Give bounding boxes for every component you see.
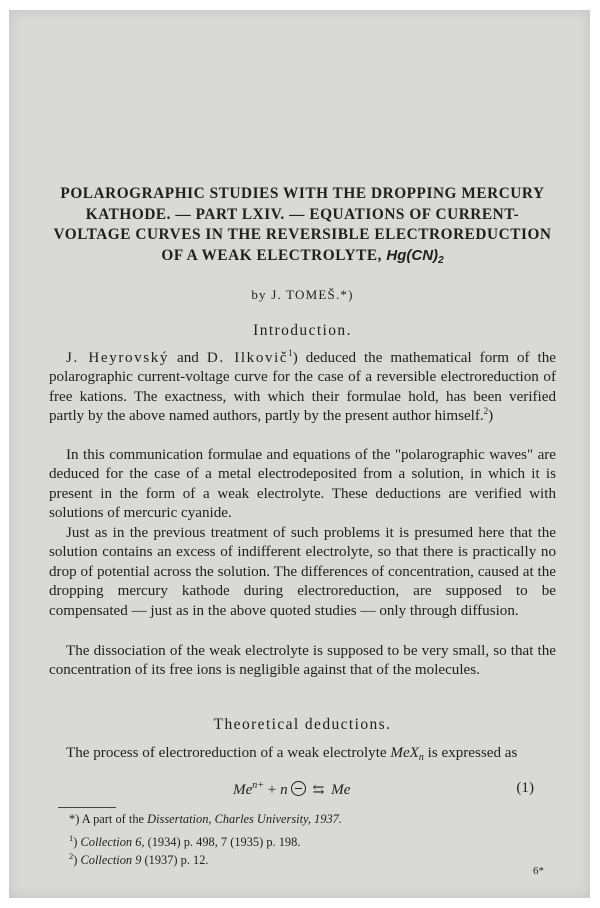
section-heading-introduction: Introduction. bbox=[253, 322, 352, 339]
footnote-1: *) A part of the Dissertation, Charles University, 1937. bbox=[69, 812, 342, 826]
equation-number: (1) bbox=[516, 780, 534, 796]
equation-expression: $Me^{n+} + n$ ⇆ Me bbox=[233, 780, 351, 798]
footnote-ref-1: 1 bbox=[288, 348, 293, 358]
section-heading-theoretical: Theoretical deductions. bbox=[213, 716, 392, 733]
equation-1 bbox=[49, 780, 556, 802]
title-line-2: KATHODE. — PART LXIV. — EQUATIONS OF CURRENT- bbox=[85, 205, 520, 223]
footnote-2: $^1$) Collection 6, (1934) p. 498, 7 (1935) p. 198. bbox=[69, 833, 301, 849]
paragraph-1: J. Heyrovský and D. Ilkovič$^1$) deduced the mathematical form of the polarographic current-voltage curve for the case of a reversible electroreduction of free kations. The exactness, with which their formulae hold, has been verified partly by the above named authors, partly by the present author himself.$^2$) bbox=[49, 348, 556, 425]
title-line-3: VOLTAGE CURVES IN THE REVERSIBLE ELECTROREDUCTION bbox=[53, 226, 552, 243]
paragraph-2: In this communication formulae and equations of the "polarographic waves" are deduced for the case of a metal electrodeposited from a solution, in which it is present in the form of a weak electrolyte. These deductions are verified with solutions of mercuric cyanide. bbox=[49, 447, 556, 522]
footnote-divider bbox=[58, 807, 116, 808]
page-signature-mark: 6* bbox=[533, 865, 544, 877]
paragraph-4: The dissociation of the weak electrolyte is supposed to be very small, so that the concentration of its free ions is negligible against that of the molecules. bbox=[49, 643, 556, 679]
article-title bbox=[49, 184, 556, 271]
title-line-1: POLAROGRAPHIC STUDIES WITH THE DROPPING MERCURY bbox=[60, 185, 545, 202]
title-formula: $Hg(CN)_2$ bbox=[386, 246, 444, 266]
author-heyrovsky: J. Heyrovský bbox=[66, 350, 170, 366]
footnote-ref-2: 2 bbox=[483, 406, 489, 417]
scanned-page bbox=[9, 10, 590, 898]
formula-mexn: MeX$_n$ bbox=[390, 745, 424, 763]
equilibrium-arrows-icon: ⇆ bbox=[312, 783, 324, 798]
author-byline: by J. TOMEŠ.*) bbox=[251, 287, 354, 302]
footnote-3: $^2$) Collection 9 (1937) p. 12. bbox=[69, 851, 209, 867]
electron-symbol-icon bbox=[291, 781, 306, 796]
paragraph-3: Just as in the previous treatment of such problems it is presumed here that the solution contains an excess of indifferent electrolyte, so that there is practically no drop of potential across the solution. The differences of concentration, caused at the dropping mercury kathode during electroreduction, are supposed to be compensated — just as in the above quoted studies — only through diffusion. bbox=[49, 525, 556, 619]
author-ilkovic: D. Ilkovič bbox=[206, 350, 289, 366]
title-line-4: OF A WEAK ELECTROLYTE, bbox=[161, 246, 383, 264]
paragraph-5: The process of electroreduction of a weak electrolyte MeX$_n$ is expressed as bbox=[66, 745, 518, 763]
